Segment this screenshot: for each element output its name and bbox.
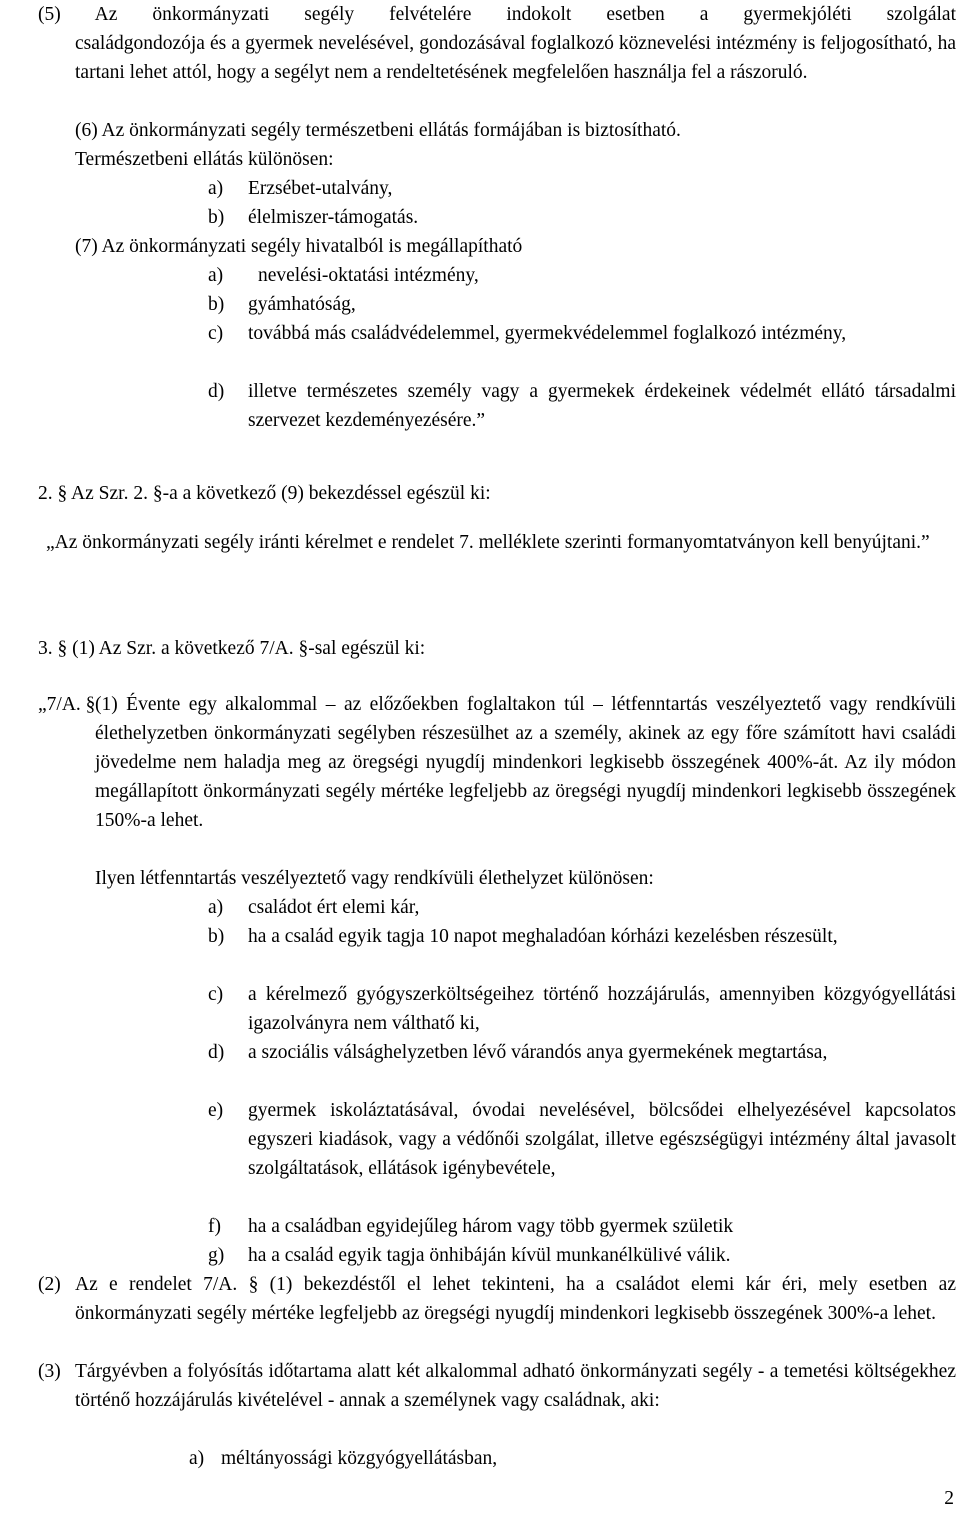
- item-text: a kérelmező gyógyszerköltségeihez történő hozzájárulás, amennyiben közgyógyellátási igazolványra nem válthatő ki,: [248, 984, 956, 1034]
- item-text: gyámhatóság,: [248, 294, 356, 315]
- paragraph-6: (6) Az önkormányzati segély természetbeni ellátás formájában is biztosítható.: [75, 120, 681, 141]
- section-7a-paragraph-3-item-a: [189, 1444, 949, 1473]
- item-text: ha a családban egyidejűleg három vagy több gyermek születik: [248, 1216, 734, 1237]
- item-label: b): [208, 294, 225, 315]
- paragraph-7-item-a: [208, 261, 956, 290]
- section-7a-item-e: [208, 1096, 956, 1212]
- paragraph-5-continuation: családgondozója és a gyermek nevelésével, gondozásával foglalkozó köznevelési intézmény is feljogosítható, ha tartani lehet attól, hogy a segélyt nem a rendeltetésének megfelelően használja fel a rászoruló.: [75, 33, 956, 83]
- item-text: ha a család egyik tagja 10 napot meghaladóan kórházi kezelésben részesült,: [248, 926, 838, 947]
- item-label: a): [208, 265, 224, 286]
- paragraph-text: Tárgyévben a folyósítás időtartama alatt két alkalommal adható önkormányzati segély - a temetési költségekhez történő hozzájárulás kivételével - annak a személynek vagy családnak, aki:: [75, 1361, 956, 1411]
- paragraph-5: [38, 0, 956, 29]
- section-7a-item-a: [208, 893, 956, 922]
- section-7a-item-c: [208, 980, 956, 1038]
- item-label: c): [208, 984, 224, 1005]
- paragraph-6-subtitle: Természetbeni ellátás különösen:: [75, 149, 334, 170]
- paragraph-7-item-b: [208, 290, 956, 319]
- paragraph-7-item-d: [208, 377, 956, 435]
- item-text: gyermek iskoláztatásával, óvodai nevelésével, bölcsődei elhelyezésével kapcsolatos egyszeri kiadások, vagy a védőnői szolgálat, illetve egészségügyi intézmény által javasolt szolgáltatások, ellátások igénybevétele,: [248, 1100, 956, 1179]
- item-text: méltányossági közgyógyellátásban,: [221, 1448, 498, 1469]
- section-7a-paragraph-2: [38, 1270, 956, 1357]
- paragraph-text: Az e rendelet 7/A. § (1) bekezdéstől el lehet tekinteni, ha a családot elemi kár éri, mely esetben az önkormányzati segély mértéke legfeljebb az öregségi nyugdíj mindenkori legkisebb összegének 300%-a lehet.: [75, 1274, 956, 1324]
- item-text: ha a család egyik tagja önhibáján kívül munkanélkülivé válik.: [248, 1245, 731, 1266]
- paragraph-label: (2): [38, 1274, 61, 1295]
- section-7a-paragraph-3: [38, 1357, 956, 1444]
- paragraph-6-item-a: [208, 174, 948, 203]
- page-number: 2: [944, 1488, 954, 1509]
- section-7a-item-d: [208, 1038, 956, 1096]
- item-text: élelmiszer-támogatás.: [248, 207, 419, 228]
- item-text: Erzsébet-utalvány,: [248, 178, 393, 199]
- section-7a-label: „7/A. §: [38, 694, 96, 715]
- section-7a-item-f: [208, 1212, 956, 1241]
- section-7a-item-g: [208, 1241, 956, 1270]
- item-label: d): [208, 381, 225, 402]
- item-label: e): [208, 1100, 224, 1121]
- item-text: a szociális válsághelyzetben lévő várandós anya gyermekének megtartása,: [248, 1042, 828, 1063]
- item-label: a): [208, 897, 224, 918]
- item-label: g): [208, 1245, 225, 1266]
- item-label: a): [189, 1448, 205, 1469]
- item-label: c): [208, 323, 224, 344]
- item-label: d): [208, 1042, 225, 1063]
- paragraph-label: (3): [38, 1361, 61, 1382]
- item-label: b): [208, 926, 225, 947]
- section-3-heading: 3. § (1) Az Szr. a következő 7/A. §-sal egészül ki:: [38, 638, 426, 659]
- paragraph-5-first-line: (5) Az önkormányzati segély felvételére indokolt esetben a gyermekjóléti szolgálat: [38, 4, 956, 25]
- item-text: nevelési-oktatási intézmény,: [258, 265, 479, 286]
- item-text: illetve természetes személy vagy a gyermekek érdekeinek védelmét ellátó társadalmi szervezet kezdeményezésére.”: [248, 381, 956, 431]
- paragraph-7: (7) Az önkormányzati segély hivatalból is megállapítható: [75, 236, 523, 257]
- section-2-heading: 2. § Az Szr. 2. §-a a következő (9) bekezdéssel egészül ki:: [38, 483, 491, 504]
- item-text: továbbá más családvédelemmel, gyermekvédelemmel foglalkozó intézmény,: [248, 323, 847, 344]
- item-text: családot ért elemi kár,: [248, 897, 420, 918]
- paragraph-6-item-b: [208, 203, 948, 232]
- paragraph-7-item-c: [208, 319, 956, 377]
- item-label: a): [208, 178, 224, 199]
- section-2-quote: „Az önkormányzati segély iránti kérelmet e rendelet 7. melléklete szerinti formanyomtatványon kell benyújtani.”: [46, 532, 930, 553]
- section-7a-list-intro: Ilyen létfenntartás veszélyeztető vagy rendkívüli élethelyzet különösen:: [95, 868, 654, 889]
- item-label: f): [208, 1216, 221, 1237]
- item-label: b): [208, 207, 225, 228]
- section-7a-item-b: [208, 922, 956, 980]
- section-7a-paragraph-1: (1) Évente egy alkalommal – az előzőekben foglaltakon túl – létfenntartás veszélyeztető vagy rendkívüli élethelyzetben önkormányzati segélyben részesülhet az a személy, akinek az egy főre számított havi családi jövedelme nem haladja meg az öregségi nyugdíj mindenkori legkisebb összegének 400%-át. Az ily módon megállapított önkormányzati segély mértéke legfeljebb az öregségi nyugdíj mindenkori legkisebb összegének 150%-a lehet.: [95, 694, 956, 831]
